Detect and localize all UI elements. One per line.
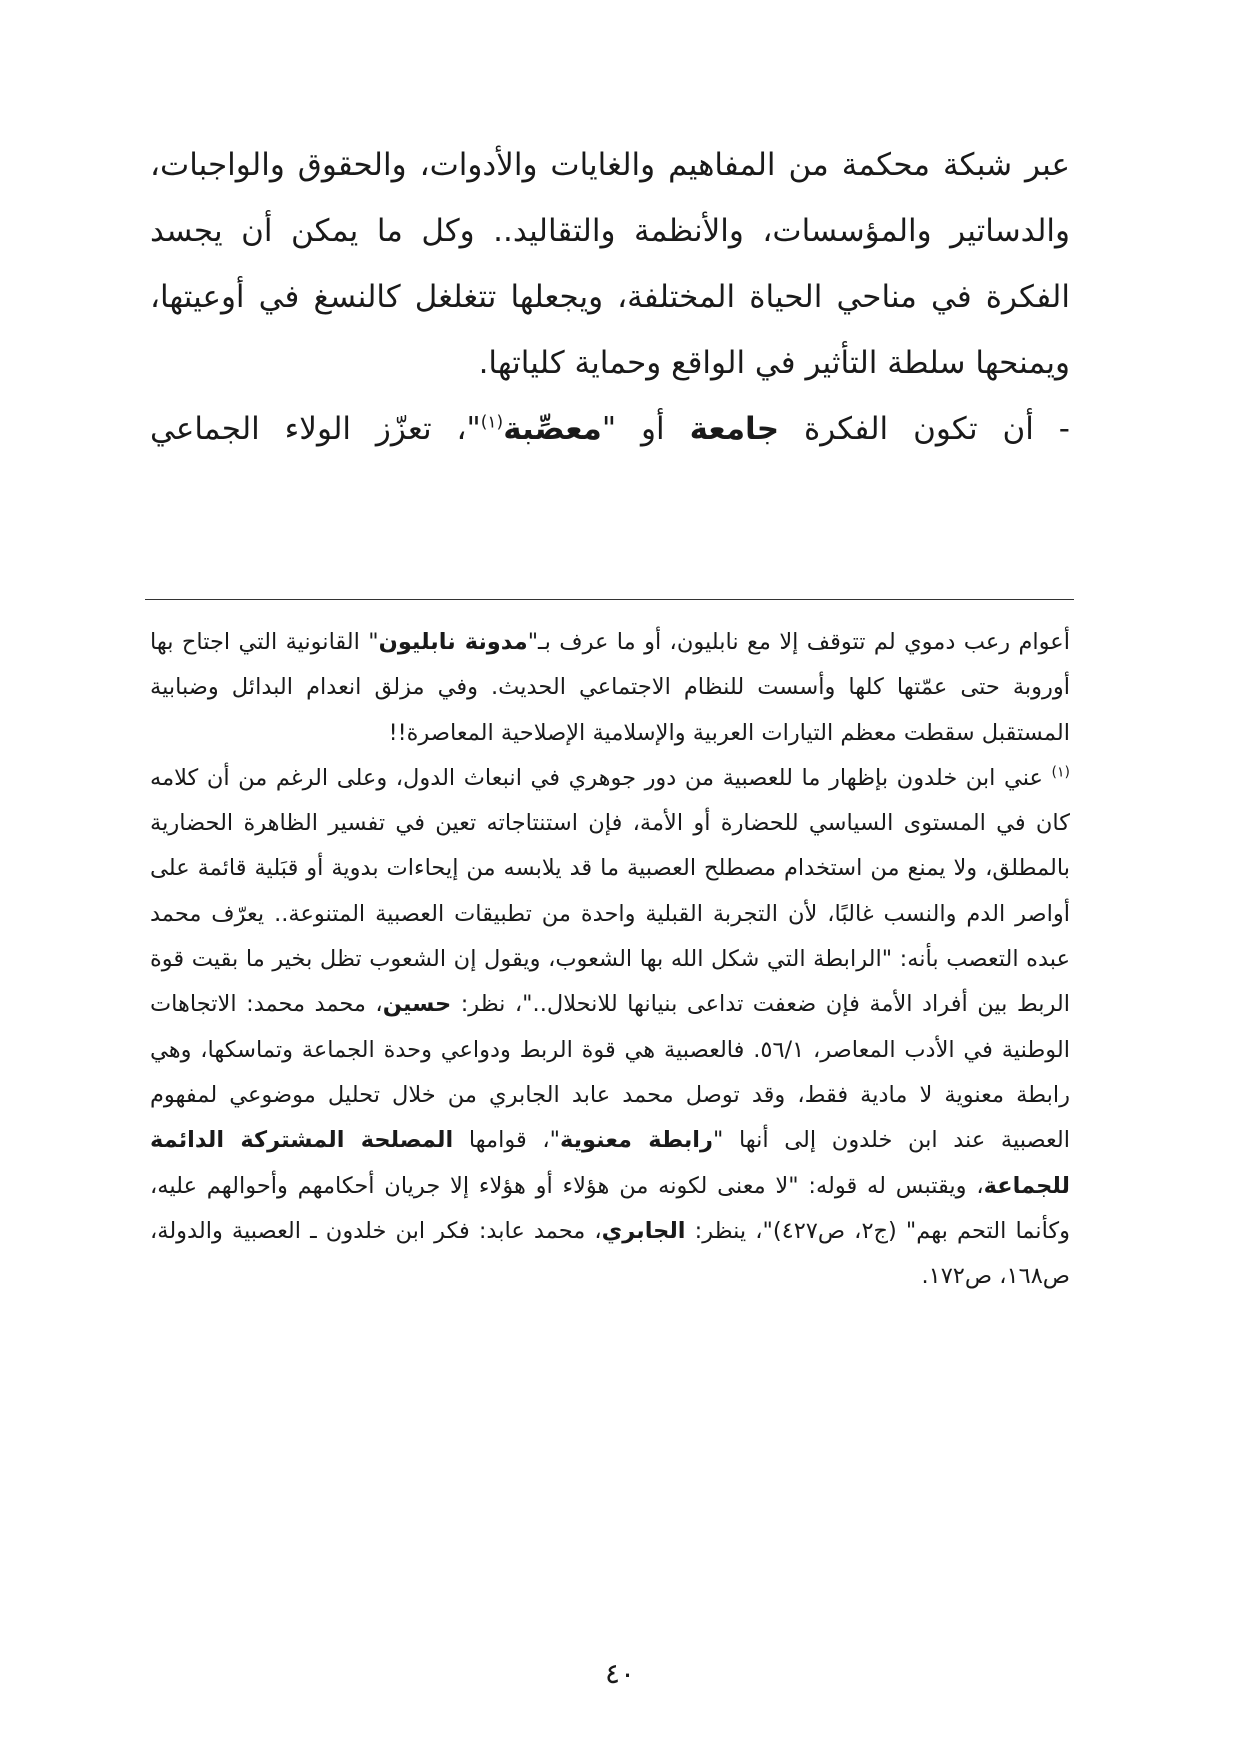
footnote-text: " القانونية التي اجتاح بها أوروبة حتى عمّتها كلها وأسست للنظام الاجتماعي الحديث. وفي مزلق انعدام البدائل وضبابية المستقبل سقطت معظم التيارات العربية والإسلامية الإصلاحية المعاصرة!! bbox=[150, 629, 1070, 746]
footnote-text: عني ابن خلدون بإظهار ما للعصبية من دور جوهري في انبعاث الدول، وعلى الرغم من أن كلامه كان في المستوى السياسي للحضارة أو الأمة، فإن استنتاجاته تعين في تفسير الظاهرة الحضارية بالمطلق، ولا يمنع من استخدام مصطلح العصبية ما قد يلابسه من إيحاءات بدوية أو قبَلية قائمة على أواصر الدم والنسب غالبًا، لأن التجربة القبلية واحدة من تطبيقات العصبية المتنوعة.. يعرّف محمد عبده التعصب بأنه: "الرابطة التي شكل الله بها الشعوب، ويقول إن الشعوب تظل بخير ما بقيت قوة الربط بين أفراد الأمة فإن ضعفت تداعى بنيانها للانحلال.."، نظر: bbox=[150, 764, 1070, 1018]
bullet-paragraph bbox=[150, 396, 1070, 462]
bullet-suffix: "، تعزّز الولاء الجماعي bbox=[150, 411, 481, 447]
bold-term-jamia: جامعة bbox=[689, 411, 780, 447]
footnote-text: ، محمد عابد: فكر ابن خلدون ـ العصبية والدولة، ص١٦٨، ص١٧٢. bbox=[150, 1217, 1070, 1290]
footnote-text: أعوام رعب دموي لم تتوقف إلا مع نابليون، أو ما عرف بـ" bbox=[527, 629, 1070, 655]
bullet-middle: أو " bbox=[601, 411, 690, 447]
footnote-bold-term: رابطة معنوية bbox=[559, 1127, 713, 1154]
footnote-separator bbox=[145, 599, 1074, 600]
main-text-block bbox=[150, 132, 1070, 462]
footnotes-block bbox=[150, 620, 1070, 1299]
footnote-1 bbox=[150, 756, 1070, 1300]
bullet-prefix: - أن تكون الفكرة bbox=[779, 411, 1070, 447]
footnote-text: ، محمد محمد: الاتجاهات الوطنية في الأدب المعاصر، ٥٦/١. فالعصبية هي قوة الربط ودواعي وحدة الجماعة وتماسكها، وهي رابطة معنوية لا مادية فقط، وقد توصل محمد عابد الجابري من خلال تحليل موضوعي لمفهوم العصبية عند ابن خلدون إلى أنها " bbox=[150, 991, 1071, 1154]
body-paragraph: عبر شبكة محكمة من المفاهيم والغايات والأدوات، والحقوق والواجبات، والدساتير والمؤسسات، والأنظمة والتقاليد.. وكل ما يمكن أن يجسد الفكرة في مناحي الحياة المختلفة، ويجعلها تتغلغل كالنسغ في أوعيتها، ويمنحها سلطة التأثير في الواقع وحماية كلياتها. bbox=[150, 147, 1070, 381]
footnote-bold-term: المصلحة المشتركة الدائمة للجماعة bbox=[150, 1127, 1070, 1199]
footnote-bold-term: الجابري bbox=[601, 1217, 686, 1244]
footnote-bold-term: حسين bbox=[382, 991, 452, 1018]
footnote-continued bbox=[150, 620, 1070, 756]
footnote-text: ، ويقتبس له قوله: "لا معنى لكونه من هؤلاء أو هؤلاء إلا جريان أحكامهم وأحوالهم عليه، وكأنما التحم بهم" (ج٢، ص٤٢٧)"، ينظر: bbox=[150, 1172, 1071, 1244]
footnote-bold-term: مدونة نابليون bbox=[378, 629, 528, 655]
page-number: ٤٠ bbox=[604, 1657, 636, 1690]
footnote-number-marker: (١) bbox=[1051, 764, 1070, 781]
footnote-reference-marker: (١) bbox=[480, 412, 504, 433]
bold-term-muassiba: معصِّبة bbox=[503, 411, 602, 447]
footnote-text: "، قوامها bbox=[453, 1127, 560, 1154]
